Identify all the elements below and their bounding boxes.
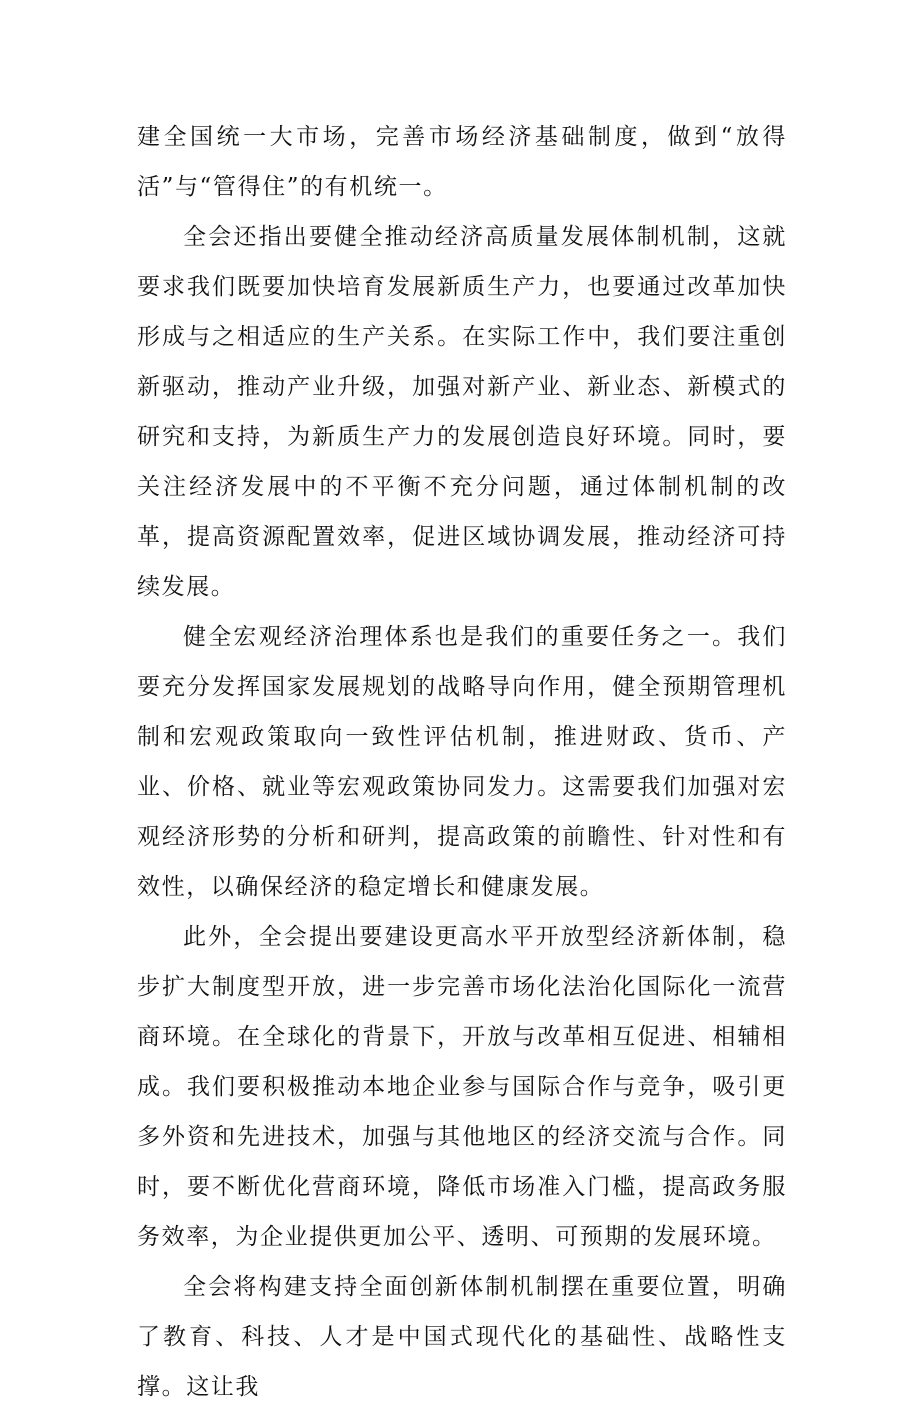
paragraph-1: 建全国统一大市场，完善市场经济基础制度，做到“放得活”与“管得住”的有机统一。 [137, 124, 787, 200]
paragraph-2: 全会还指出要健全推动经济高质量发展体制机制，这就要求我们既要加快培育发展新质生产力，也要通过改革加快形成与之相适应的生产关系。在实际工作中，我们要注重创新驱动，推动产业升级，加强对新产业、新业态、新模式的研究和支持，为新质生产力的发展创造良好环境。同时，要关注经济发展中的不平衡不充分问题，通过体制机制的改革，提高资源配置效率，促进区域协调发展，推动经济可持续发展。 [137, 224, 787, 600]
document-page [137, 112, 787, 1412]
paragraph-4: 此外，全会提出要建设更高水平开放型经济新体制，稳步扩大制度型开放，进一步完善市场化法治化国际化一流营商环境。在全球化的背景下，开放与改革相互促进、相辅相成。我们要积极推动本地企业参与国际合作与竞争，吸引更多外资和先进技术，加强与其他地区的经济交流与合作。同时，要不断优化营商环境，降低市场准入门槛，提高政务服务效率，为企业提供更加公平、透明、可预期的发展环境。 [137, 924, 787, 1250]
paragraph-5: 全会将构建支持全面创新体制机制摆在重要位置，明确了教育、科技、人才是中国式现代化的基础性、战略性支撑。这让我 [137, 1274, 787, 1400]
paragraph-3: 健全宏观经济治理体系也是我们的重要任务之一。我们要充分发挥国家发展规划的战略导向作用，健全预期管理机制和宏观政策取向一致性评估机制，推进财政、货币、产业、价格、就业等宏观政策协同发力。这需要我们加强对宏观经济形势的分析和研判，提高政策的前瞻性、针对性和有效性，以确保经济的稳定增长和健康发展。 [137, 624, 787, 900]
